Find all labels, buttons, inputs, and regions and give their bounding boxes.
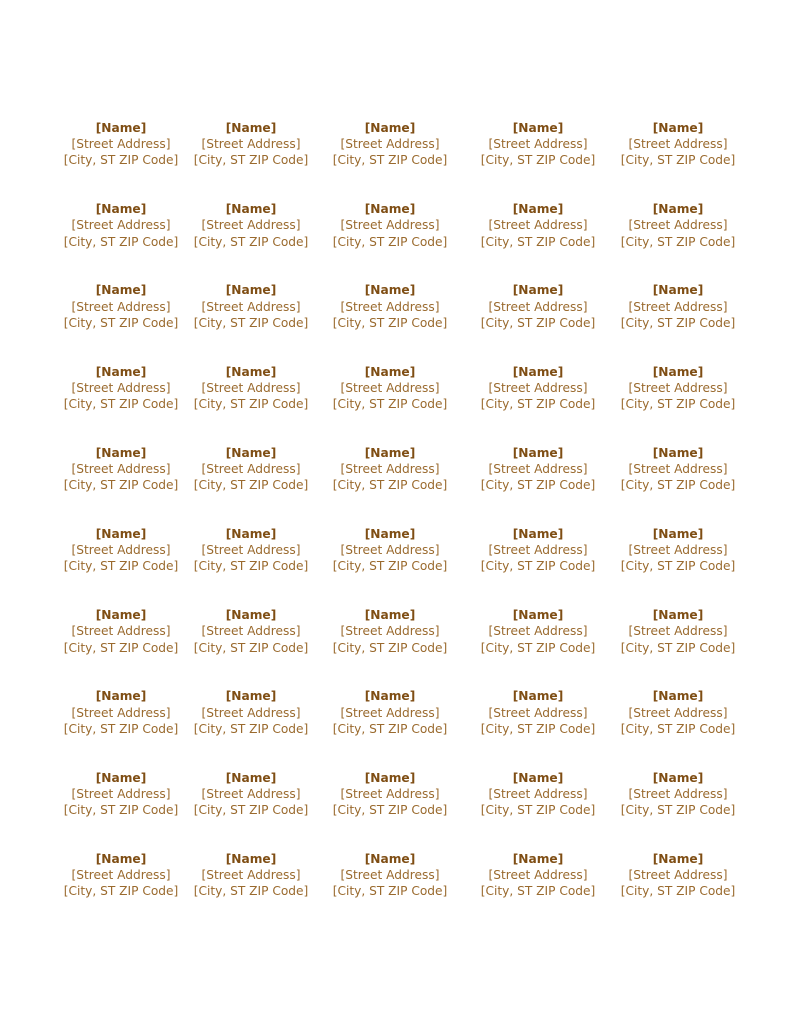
address-label [322, 607, 458, 656]
label-city-state-zip: [City, ST ZIP Code] [332, 234, 448, 249]
label-street-address: [Street Address] [71, 868, 171, 882]
label-name: [Name] [512, 445, 564, 460]
label-street-address: [Street Address] [71, 462, 171, 476]
label-city-state-zip: [City, ST ZIP Code] [620, 640, 736, 655]
label-city-state-zip: [City, ST ZIP Code] [480, 478, 596, 493]
label-name: [Name] [652, 283, 704, 298]
label-name: [Name] [652, 851, 704, 866]
label-name: [Name] [95, 445, 147, 460]
address-label [183, 607, 319, 656]
label-city-state-zip: [City, ST ZIP Code] [332, 721, 448, 736]
label-name: [Name] [512, 608, 564, 623]
label-street-address: [Street Address] [201, 786, 301, 801]
label-city-state-zip: [City, ST ZIP Code] [63, 721, 179, 736]
label-city-state-zip: [City, ST ZIP Code] [480, 397, 596, 411]
label-street-address: [Street Address] [340, 868, 440, 882]
label-street-address: [Street Address] [71, 137, 171, 152]
address-label [470, 851, 606, 900]
address-label [53, 688, 189, 737]
address-label [183, 445, 319, 494]
label-street-address: [Street Address] [340, 705, 440, 720]
address-label [53, 445, 189, 494]
address-label [53, 851, 189, 900]
label-city-state-zip: [City, ST ZIP Code] [63, 234, 179, 249]
label-street-address: [Street Address] [71, 380, 171, 395]
address-label [470, 364, 606, 413]
address-label [183, 120, 319, 169]
label-name: [Name] [512, 527, 564, 541]
label-name: [Name] [512, 689, 564, 704]
address-label [322, 770, 458, 819]
label-city-state-zip: [City, ST ZIP Code] [193, 153, 309, 168]
label-city-state-zip: [City, ST ZIP Code] [620, 478, 736, 493]
address-label [53, 282, 189, 331]
label-name: [Name] [512, 283, 564, 298]
address-label [183, 770, 319, 819]
address-label [53, 120, 189, 169]
label-city-state-zip: [City, ST ZIP Code] [620, 153, 736, 168]
address-label [470, 282, 606, 331]
address-label [610, 364, 746, 413]
label-name: [Name] [225, 851, 277, 866]
address-label [610, 607, 746, 656]
label-name: [Name] [364, 283, 416, 298]
address-label [183, 526, 319, 575]
address-label [610, 526, 746, 575]
label-name: [Name] [95, 527, 147, 541]
label-city-state-zip: [City, ST ZIP Code] [480, 315, 596, 330]
label-name: [Name] [225, 770, 277, 785]
label-street-address: [Street Address] [71, 786, 171, 801]
address-label [470, 770, 606, 819]
address-label [322, 445, 458, 494]
label-street-address: [Street Address] [340, 543, 440, 558]
label-street-address: [Street Address] [201, 299, 301, 314]
label-street-address: [Street Address] [628, 380, 728, 395]
label-city-state-zip: [City, ST ZIP Code] [620, 234, 736, 249]
label-street-address: [Street Address] [201, 380, 301, 395]
label-name: [Name] [95, 121, 147, 135]
label-name: [Name] [225, 608, 277, 623]
label-name: [Name] [364, 608, 416, 623]
label-city-state-zip: [City, ST ZIP Code] [63, 884, 179, 899]
address-label [610, 688, 746, 737]
label-name: [Name] [364, 364, 416, 379]
label-city-state-zip: [City, ST ZIP Code] [193, 315, 309, 330]
address-label [183, 851, 319, 900]
label-name: [Name] [512, 121, 564, 135]
label-street-address: [Street Address] [628, 543, 728, 558]
address-label [470, 688, 606, 737]
label-city-state-zip: [City, ST ZIP Code] [193, 397, 309, 411]
address-label [610, 201, 746, 250]
label-street-address: [Street Address] [628, 624, 728, 639]
address-label [322, 120, 458, 169]
label-name: [Name] [364, 202, 416, 217]
label-city-state-zip: [City, ST ZIP Code] [332, 803, 448, 817]
label-name: [Name] [225, 364, 277, 379]
label-street-address: [Street Address] [488, 299, 588, 314]
address-label [53, 607, 189, 656]
label-city-state-zip: [City, ST ZIP Code] [480, 640, 596, 655]
label-name: [Name] [364, 851, 416, 866]
address-label [470, 526, 606, 575]
label-street-address: [Street Address] [340, 380, 440, 395]
label-street-address: [Street Address] [488, 705, 588, 720]
label-name: [Name] [225, 527, 277, 541]
label-city-state-zip: [City, ST ZIP Code] [193, 884, 309, 899]
label-street-address: [Street Address] [628, 299, 728, 314]
label-name: [Name] [512, 851, 564, 866]
address-label [322, 364, 458, 413]
label-name: [Name] [652, 202, 704, 217]
label-street-address: [Street Address] [340, 462, 440, 476]
label-name: [Name] [95, 689, 147, 704]
label-city-state-zip: [City, ST ZIP Code] [332, 397, 448, 411]
address-label [322, 526, 458, 575]
address-label [53, 526, 189, 575]
address-label [322, 201, 458, 250]
label-city-state-zip: [City, ST ZIP Code] [332, 884, 448, 899]
label-name: [Name] [652, 608, 704, 623]
label-street-address: [Street Address] [628, 218, 728, 233]
label-street-address: [Street Address] [628, 705, 728, 720]
label-city-state-zip: [City, ST ZIP Code] [332, 640, 448, 655]
label-street-address: [Street Address] [628, 868, 728, 882]
address-label [322, 282, 458, 331]
label-city-state-zip: [City, ST ZIP Code] [63, 153, 179, 168]
label-city-state-zip: [City, ST ZIP Code] [193, 234, 309, 249]
address-label [610, 770, 746, 819]
label-name: [Name] [225, 202, 277, 217]
address-label [183, 201, 319, 250]
label-name: [Name] [225, 689, 277, 704]
label-name: [Name] [652, 121, 704, 135]
label-city-state-zip: [City, ST ZIP Code] [332, 559, 448, 574]
label-name: [Name] [95, 851, 147, 866]
label-city-state-zip: [City, ST ZIP Code] [63, 315, 179, 330]
label-city-state-zip: [City, ST ZIP Code] [63, 397, 179, 411]
label-street-address: [Street Address] [71, 543, 171, 558]
label-name: [Name] [364, 445, 416, 460]
label-street-address: [Street Address] [488, 137, 588, 152]
label-city-state-zip: [City, ST ZIP Code] [63, 803, 179, 817]
label-street-address: [Street Address] [628, 462, 728, 476]
label-name: [Name] [652, 364, 704, 379]
label-name: [Name] [652, 445, 704, 460]
address-label [53, 364, 189, 413]
address-label [470, 607, 606, 656]
label-street-address: [Street Address] [71, 705, 171, 720]
label-name: [Name] [512, 202, 564, 217]
label-city-state-zip: [City, ST ZIP Code] [193, 803, 309, 817]
label-name: [Name] [225, 121, 277, 135]
address-label [470, 120, 606, 169]
address-label [610, 851, 746, 900]
label-name: [Name] [364, 770, 416, 785]
label-street-address: [Street Address] [628, 137, 728, 152]
label-name: [Name] [95, 770, 147, 785]
label-city-state-zip: [City, ST ZIP Code] [332, 153, 448, 168]
address-label [610, 445, 746, 494]
label-street-address: [Street Address] [488, 543, 588, 558]
label-city-state-zip: [City, ST ZIP Code] [480, 721, 596, 736]
label-street-address: [Street Address] [628, 786, 728, 801]
label-city-state-zip: [City, ST ZIP Code] [480, 559, 596, 574]
label-city-state-zip: [City, ST ZIP Code] [620, 884, 736, 899]
label-name: [Name] [652, 527, 704, 541]
label-city-state-zip: [City, ST ZIP Code] [193, 559, 309, 574]
address-label [322, 851, 458, 900]
label-name: [Name] [225, 445, 277, 460]
label-street-address: [Street Address] [488, 786, 588, 801]
label-name: [Name] [652, 770, 704, 785]
label-street-address: [Street Address] [201, 462, 301, 476]
address-label [183, 688, 319, 737]
label-street-address: [Street Address] [488, 462, 588, 476]
label-name: [Name] [364, 689, 416, 704]
label-street-address: [Street Address] [340, 786, 440, 801]
label-city-state-zip: [City, ST ZIP Code] [620, 315, 736, 330]
address-label [53, 770, 189, 819]
label-city-state-zip: [City, ST ZIP Code] [63, 640, 179, 655]
label-name: [Name] [652, 689, 704, 704]
label-street-address: [Street Address] [201, 705, 301, 720]
label-street-address: [Street Address] [340, 218, 440, 233]
label-street-address: [Street Address] [71, 624, 171, 639]
label-name: [Name] [95, 364, 147, 379]
address-label [470, 201, 606, 250]
label-street-address: [Street Address] [201, 868, 301, 882]
label-street-address: [Street Address] [340, 137, 440, 152]
label-city-state-zip: [City, ST ZIP Code] [193, 640, 309, 655]
label-street-address: [Street Address] [488, 868, 588, 882]
label-city-state-zip: [City, ST ZIP Code] [620, 397, 736, 411]
address-label [183, 282, 319, 331]
label-name: [Name] [512, 770, 564, 785]
label-street-address: [Street Address] [71, 218, 171, 233]
address-label [53, 201, 189, 250]
label-city-state-zip: [City, ST ZIP Code] [620, 803, 736, 817]
label-city-state-zip: [City, ST ZIP Code] [480, 803, 596, 817]
label-street-address: [Street Address] [488, 380, 588, 395]
address-label [610, 120, 746, 169]
label-city-state-zip: [City, ST ZIP Code] [332, 315, 448, 330]
label-city-state-zip: [City, ST ZIP Code] [63, 478, 179, 493]
label-street-address: [Street Address] [488, 218, 588, 233]
label-city-state-zip: [City, ST ZIP Code] [620, 721, 736, 736]
label-name: [Name] [512, 364, 564, 379]
label-name: [Name] [95, 608, 147, 623]
label-name: [Name] [364, 121, 416, 135]
address-label [610, 282, 746, 331]
label-city-state-zip: [City, ST ZIP Code] [332, 478, 448, 493]
address-label [470, 445, 606, 494]
label-street-address: [Street Address] [488, 624, 588, 639]
address-label [322, 688, 458, 737]
label-city-state-zip: [City, ST ZIP Code] [480, 153, 596, 168]
label-city-state-zip: [City, ST ZIP Code] [620, 559, 736, 574]
label-city-state-zip: [City, ST ZIP Code] [480, 234, 596, 249]
label-street-address: [Street Address] [340, 299, 440, 314]
label-street-address: [Street Address] [201, 137, 301, 152]
label-street-address: [Street Address] [201, 624, 301, 639]
label-city-state-zip: [City, ST ZIP Code] [193, 478, 309, 493]
label-name: [Name] [95, 202, 147, 217]
label-city-state-zip: [City, ST ZIP Code] [63, 559, 179, 574]
label-street-address: [Street Address] [201, 543, 301, 558]
label-city-state-zip: [City, ST ZIP Code] [480, 884, 596, 899]
label-street-address: [Street Address] [201, 218, 301, 233]
label-city-state-zip: [City, ST ZIP Code] [193, 721, 309, 736]
label-name: [Name] [364, 527, 416, 541]
label-street-address: [Street Address] [71, 299, 171, 314]
address-label [183, 364, 319, 413]
label-street-address: [Street Address] [340, 624, 440, 639]
label-name: [Name] [95, 283, 147, 298]
label-name: [Name] [225, 283, 277, 298]
